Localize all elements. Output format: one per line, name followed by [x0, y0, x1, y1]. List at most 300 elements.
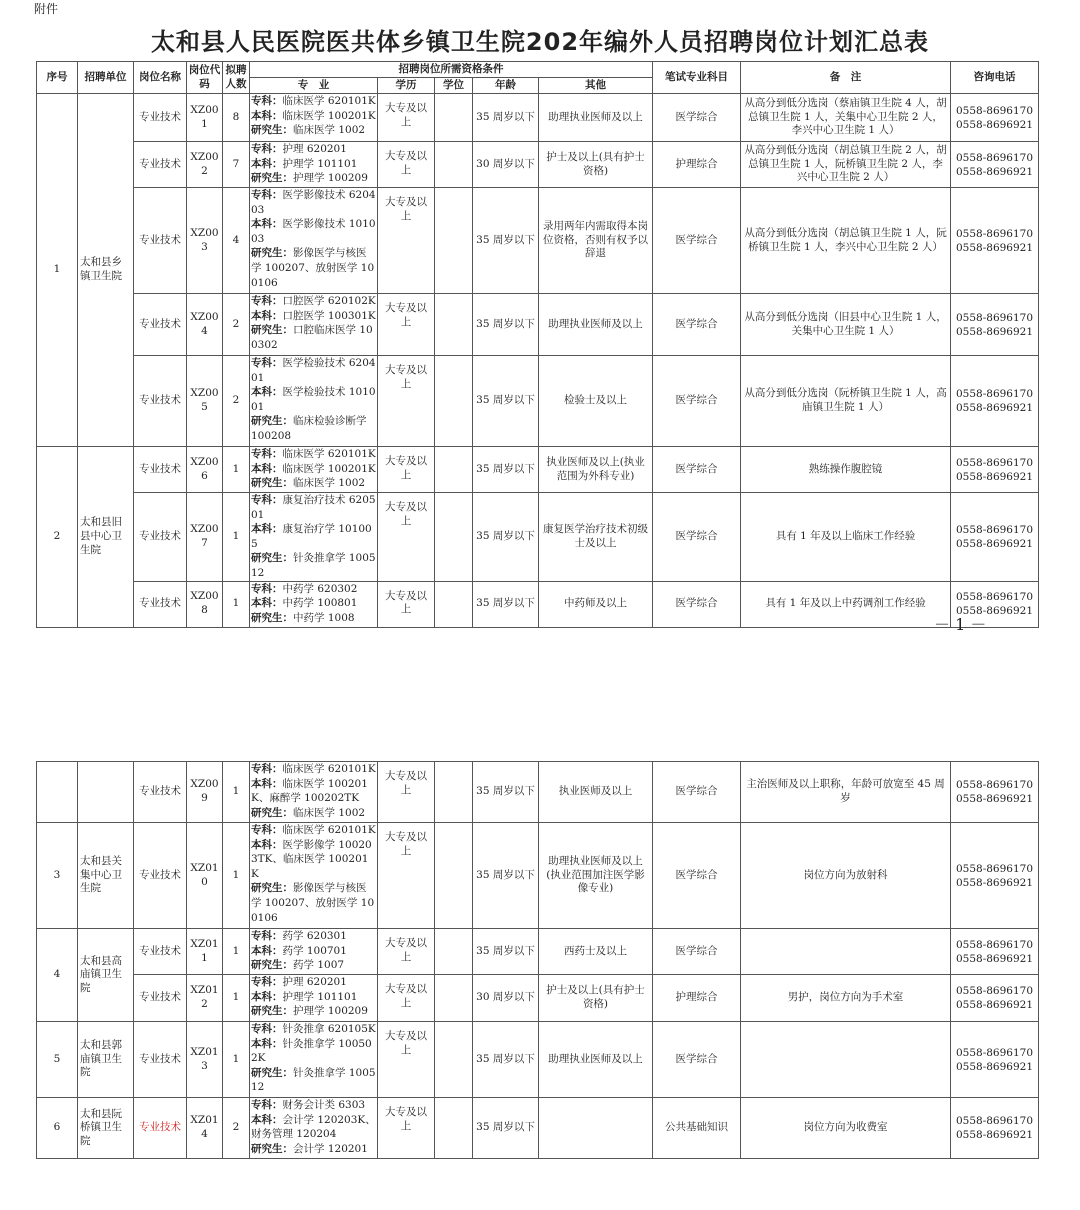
degree-cell: [435, 493, 473, 582]
remarks-cell: 岗位方向为放射科: [741, 823, 951, 929]
position-code-cell: XZ009: [187, 762, 223, 823]
phone-number: 0558-8696921: [956, 402, 1034, 414]
major-level-label: 研究生：: [251, 1005, 293, 1018]
major-value: 针灸推拿学 100512: [251, 1066, 376, 1094]
major-line: [251, 1004, 376, 1019]
header-position-code: 岗位代码: [187, 62, 223, 94]
phone-cell: [951, 294, 1039, 356]
planned-count-cell: 1: [223, 823, 250, 929]
major-cell: [250, 1098, 378, 1159]
major-value: 护理学 100209: [293, 1005, 368, 1018]
phone-number: 0558-8696921: [956, 325, 1034, 338]
major-level-label: 专科：: [251, 824, 283, 836]
position-code-cell: XZ011: [187, 929, 223, 975]
phone-cell: [951, 493, 1039, 582]
major-value: 针灸推拿 620105K: [282, 1023, 376, 1035]
major-level-label: 研究生：: [251, 806, 293, 819]
major-line: [251, 476, 376, 491]
major-value: 临床医学 620101K: [282, 448, 376, 460]
attachment-label: 附件: [34, 2, 59, 16]
recruitment-table-part2: [36, 761, 1039, 1159]
other-cell: 康复医学治疗技术初级士及以上: [539, 493, 653, 582]
major-value: 护理 620201: [282, 143, 347, 155]
major-line: [251, 123, 376, 138]
phone-cell: [951, 1022, 1039, 1098]
phone-number: 0558-8696921: [956, 165, 1034, 178]
exam-subject-cell: 医学综合: [653, 294, 741, 356]
major-cell: [250, 929, 378, 975]
education-cell: 大专及以上: [378, 493, 435, 582]
major-level-label: 专科：: [251, 143, 283, 155]
major-line: [251, 777, 376, 806]
major-cell: [250, 142, 378, 188]
seq-cell: 1: [37, 94, 78, 447]
education-cell: 大专及以上: [378, 929, 435, 975]
major-level-label: 研究生：: [251, 611, 293, 624]
age-cell: 35 周岁以下: [473, 356, 539, 447]
major-line: [251, 462, 376, 477]
major-value: 口腔医学 100301K: [282, 309, 376, 322]
phone-number: 0558-8696921: [956, 470, 1034, 483]
table-row: [37, 493, 1039, 582]
remarks-cell: 主治医师及以上职称，年龄可放宽至 45 周岁: [741, 762, 951, 823]
position-name-cell: 专业技术: [134, 493, 187, 582]
major-level-label: 专科：: [251, 95, 283, 107]
position-name-cell: 专业技术: [134, 356, 187, 447]
exam-subject-cell: 医学综合: [653, 929, 741, 975]
major-line: [251, 1142, 376, 1157]
table-row: [37, 447, 1039, 493]
remarks-cell: 从高分到低分选岗（旧县中心卫生院 1 人，关集中心卫生院 1 人）: [741, 294, 951, 356]
degree-cell: [435, 188, 473, 294]
major-line: [251, 142, 376, 157]
unit-cell: 太和县高庙镇卫生院: [78, 929, 134, 1022]
major-line: [251, 109, 376, 124]
major-level-label: 本科：: [251, 944, 283, 957]
major-cell: [250, 294, 378, 356]
major-value: 会计学 120203K、财务管理 120204: [251, 1113, 376, 1141]
education-cell: 大专及以上: [378, 94, 435, 142]
remarks-cell: 从高分到低分选岗（胡总镇卫生院 2 人，胡总镇卫生院 1 人，阮桥镇卫生院 2 人，李兴中心卫生院 2 人）: [741, 142, 951, 188]
position-code-cell: XZ014: [187, 1098, 223, 1159]
major-level-label: 研究生：: [251, 1066, 293, 1079]
other-cell: 检验士及以上: [539, 356, 653, 447]
planned-count-cell: 8: [223, 94, 250, 142]
major-line: [251, 323, 376, 352]
phone-cell: [951, 823, 1039, 929]
other-cell: 西药士及以上: [539, 929, 653, 975]
major-value: 医学影像技术 101003: [251, 218, 376, 245]
major-value: 护理学 100209: [293, 172, 368, 185]
other-cell: 助理执业医师及以上: [539, 294, 653, 356]
major-level-label: 研究生：: [251, 172, 293, 185]
major-level-label: 研究生：: [251, 247, 293, 260]
major-value: 药学 620301: [282, 930, 347, 942]
major-level-label: 本科：: [251, 109, 283, 122]
other-cell: 护士及以上(具有护士资格): [539, 142, 653, 188]
position-name-cell: 专业技术: [134, 94, 187, 142]
phone-cell: [951, 1098, 1039, 1159]
header-row-1: [37, 62, 1039, 78]
major-level-label: 研究生：: [251, 552, 293, 565]
position-code-cell: XZ005: [187, 356, 223, 447]
major-level-label: 本科：: [251, 523, 283, 536]
unit-cell: 太和县乡镇卫生院: [78, 94, 134, 447]
unit-cell: 太和县阮桥镇卫生院: [78, 1098, 134, 1159]
major-level-label: 本科：: [251, 386, 283, 399]
degree-cell: [435, 581, 473, 627]
table-row: [37, 142, 1039, 188]
major-line: [251, 1037, 376, 1066]
other-cell: 助理执业医师及以上: [539, 1022, 653, 1098]
major-value: 医学检验技术 620401: [251, 357, 376, 384]
planned-count-cell: 4: [223, 188, 250, 294]
position-name-cell: 专业技术: [134, 294, 187, 356]
exam-subject-cell: 医学综合: [653, 1022, 741, 1098]
remarks-cell: 岗位方向为收费室: [741, 1098, 951, 1159]
major-value: 药学 1007: [293, 959, 345, 972]
exam-subject-cell: 医学综合: [653, 762, 741, 823]
major-value: 口腔医学 620102K: [282, 295, 376, 307]
major-value: 临床医学 100201K: [282, 109, 376, 122]
phone-number: 0558-8696170: [956, 311, 1034, 324]
seq-cell: 2: [37, 447, 78, 628]
major-value: 针灸推拿学 100512: [251, 552, 376, 579]
exam-subject-cell: 医学综合: [653, 823, 741, 929]
degree-cell: [435, 94, 473, 142]
major-value: 临床医学 1002: [293, 806, 366, 819]
header-position-name: 岗位名称: [134, 62, 187, 94]
major-line: [251, 414, 376, 443]
education-cell: 大专及以上: [378, 975, 435, 1022]
phone-number: 0558-8696921: [955, 1129, 1034, 1141]
major-line: [251, 447, 376, 462]
position-name-cell: 专业技术: [134, 447, 187, 493]
major-line: [251, 596, 376, 611]
position-code-cell: XZ013: [187, 1022, 223, 1098]
major-value: 临床医学 1002: [293, 124, 366, 137]
phone-cell: [951, 447, 1039, 493]
major-level-label: 专科：: [251, 1099, 283, 1111]
major-level-label: 研究生：: [251, 324, 293, 337]
other-cell: 执业医师及以上: [539, 762, 653, 823]
position-code-cell: XZ008: [187, 581, 223, 627]
age-cell: 35 周岁以下: [473, 823, 539, 929]
unit-cell: 太和县关集中心卫生院: [78, 823, 134, 929]
exam-subject-cell: 护理综合: [653, 142, 741, 188]
phone-number: 0558-8696170: [955, 938, 1034, 951]
degree-cell: [435, 1098, 473, 1159]
phone-number: 0558-8696170: [956, 151, 1034, 164]
major-line: [251, 1098, 376, 1113]
major-line: [251, 1066, 376, 1095]
major-value: 口腔临床医学 100302: [251, 324, 373, 351]
exam-subject-cell: 医学综合: [653, 493, 741, 582]
major-line: [251, 1022, 376, 1037]
major-level-label: 本科：: [251, 1037, 283, 1050]
position-code-cell: XZ006: [187, 447, 223, 493]
seq-cell: 5: [37, 1022, 78, 1098]
header-exam-subject: 笔试专业科目: [653, 62, 741, 94]
planned-count-cell: 1: [223, 447, 250, 493]
major-level-label: 研究生：: [251, 124, 293, 137]
major-value: 医学影像学 100203TK、临床医学 100201K: [251, 838, 372, 880]
major-cell: [250, 823, 378, 929]
degree-cell: [435, 1022, 473, 1098]
phone-cell: [951, 356, 1039, 447]
age-cell: 35 周岁以下: [473, 762, 539, 823]
phone-cell: [951, 188, 1039, 294]
major-value: 康复治疗技术 620501: [251, 494, 376, 521]
planned-count-cell: 2: [223, 356, 250, 447]
major-line: [251, 582, 376, 597]
age-cell: 35 周岁以下: [473, 94, 539, 142]
seq-cell: 6: [37, 1098, 78, 1159]
major-value: 临床医学 1002: [293, 477, 366, 490]
major-value: 中药学 100801: [282, 597, 358, 610]
position-name-cell: 专业技术: [134, 975, 187, 1022]
major-level-label: 本科：: [251, 777, 283, 790]
table-row: [37, 188, 1039, 294]
remarks-cell: 从高分到低分选岗（胡总镇卫生院 1 人，阮桥镇卫生院 1 人，李兴中心卫生院 2 人）: [741, 188, 951, 294]
major-line: [251, 171, 376, 186]
major-value: 医学影像技术 620403: [251, 189, 376, 216]
major-level-label: 专科：: [251, 763, 283, 775]
age-cell: 35 周岁以下: [473, 581, 539, 627]
major-level-label: 本科：: [251, 309, 283, 322]
major-value: 医学检验技术 101001: [251, 386, 376, 413]
major-value: 针灸推拿学 100502K: [251, 1037, 372, 1065]
other-cell: 助理执业医师及以上(执业范围加注医学影像专业): [539, 823, 653, 929]
major-line: [251, 246, 376, 290]
major-cell: [250, 493, 378, 582]
table-row: [37, 356, 1039, 447]
age-cell: 35 周岁以下: [473, 447, 539, 493]
planned-count-cell: 1: [223, 929, 250, 975]
major-level-label: 本科：: [251, 838, 283, 851]
planned-count-cell: 1: [223, 1022, 250, 1098]
major-cell: [250, 447, 378, 493]
header-seq: 序号: [37, 62, 78, 94]
major-value: 护理学 101101: [282, 157, 358, 170]
position-code-cell: XZ004: [187, 294, 223, 356]
other-cell: 录用两年内需取得本岗位资格，否则有权予以辞退: [539, 188, 653, 294]
major-line: [251, 975, 376, 990]
education-cell: 大专及以上: [378, 762, 435, 823]
age-cell: 35 周岁以下: [473, 1022, 539, 1098]
phone-number: 0558-8696921: [955, 952, 1034, 965]
major-level-label: 研究生：: [251, 1142, 293, 1155]
seq-cell: 4: [37, 929, 78, 1022]
major-value: 影像医学与核医学 100207、放射医学 100106: [251, 247, 375, 289]
major-line: [251, 611, 376, 626]
major-level-label: 专科：: [251, 930, 283, 942]
degree-cell: [435, 823, 473, 929]
phone-number: 0558-8696921: [956, 118, 1034, 131]
major-value: 临床医学 620101K: [282, 824, 376, 836]
major-line: [251, 157, 376, 172]
major-cell: [250, 975, 378, 1022]
major-line: [251, 94, 376, 109]
table-row: [37, 1022, 1039, 1098]
major-level-label: 专科：: [251, 976, 283, 988]
major-level-label: 本科：: [251, 597, 283, 610]
degree-cell: [435, 762, 473, 823]
major-level-label: 研究生：: [251, 415, 293, 428]
planned-count-cell: 7: [223, 142, 250, 188]
major-line: [251, 1113, 376, 1142]
exam-subject-cell: 医学综合: [653, 94, 741, 142]
position-code-cell: XZ007: [187, 493, 223, 582]
major-value: 临床医学 100201K: [282, 462, 376, 475]
major-cell: [250, 94, 378, 142]
major-level-label: 专科：: [251, 189, 283, 201]
phone-number: 0558-8696921: [956, 537, 1034, 550]
phone-number: 0558-8696170: [955, 985, 1034, 997]
unit-cell: [78, 762, 134, 823]
phone-cell: [951, 94, 1039, 142]
planned-count-cell: 1: [223, 762, 250, 823]
education-cell: 大专及以上: [378, 1098, 435, 1159]
major-line: [251, 881, 376, 925]
header-major: 专 业: [250, 78, 378, 94]
major-value: 中药学 620302: [282, 582, 358, 595]
age-cell: 35 周岁以下: [473, 188, 539, 294]
degree-cell: [435, 929, 473, 975]
phone-number: 0558-8696921: [955, 876, 1034, 889]
phone-number: 0558-8696921: [955, 793, 1034, 805]
table-row: [37, 823, 1039, 929]
header-other: 其他: [539, 78, 653, 94]
remarks-cell: 男护，岗位方向为手术室: [741, 975, 951, 1022]
phone-number: 0558-8696170: [956, 388, 1034, 400]
age-cell: 35 周岁以下: [473, 493, 539, 582]
position-name-cell: 专业技术: [134, 1022, 187, 1098]
phone-number: 0558-8696170: [956, 227, 1034, 240]
exam-subject-cell: 医学综合: [653, 581, 741, 627]
phone-cell: [951, 975, 1039, 1022]
major-level-label: 专科：: [251, 448, 283, 460]
major-value: 临床医学 620101K: [282, 763, 376, 775]
position-code-cell: XZ003: [187, 188, 223, 294]
position-name-cell: 专业技术: [134, 142, 187, 188]
phone-number: 0558-8696170: [955, 779, 1034, 791]
page-number: － 1 －: [934, 615, 987, 634]
planned-count-cell: 1: [223, 493, 250, 582]
other-cell: [539, 1098, 653, 1159]
major-line: [251, 762, 376, 777]
exam-subject-cell: 护理综合: [653, 975, 741, 1022]
degree-cell: [435, 294, 473, 356]
position-name-cell: 专业技术: [134, 1098, 187, 1159]
planned-count-cell: 1: [223, 581, 250, 627]
position-name-cell: 专业技术: [134, 762, 187, 823]
major-line: [251, 217, 376, 246]
remarks-cell: 熟练操作腹腔镜: [741, 447, 951, 493]
exam-subject-cell: 医学综合: [653, 447, 741, 493]
major-line: [251, 356, 376, 385]
major-value: 药学 100701: [282, 944, 347, 957]
unit-cell: 太和县郭庙镇卫生院: [78, 1022, 134, 1098]
major-cell: [250, 1022, 378, 1098]
table-row: [37, 975, 1039, 1022]
position-code-cell: XZ010: [187, 823, 223, 929]
major-value: 临床医学 620101K: [282, 95, 376, 107]
major-value: 财务会计类 6303: [282, 1099, 366, 1111]
age-cell: 30 周岁以下: [473, 142, 539, 188]
education-cell: 大专及以上: [378, 188, 435, 294]
header-education: 学历: [378, 78, 435, 94]
phone-number: 0558-8696921: [956, 241, 1034, 254]
position-code-cell: XZ002: [187, 142, 223, 188]
major-level-label: 本科：: [251, 218, 283, 231]
major-line: [251, 929, 376, 944]
planned-count-cell: 2: [223, 1098, 250, 1159]
major-line: [251, 309, 376, 324]
position-code-cell: XZ012: [187, 975, 223, 1022]
major-line: [251, 493, 376, 522]
major-line: [251, 806, 376, 821]
header-phone: 咨询电话: [951, 62, 1039, 94]
major-line: [251, 188, 376, 217]
major-line: [251, 385, 376, 414]
age-cell: 35 周岁以下: [473, 294, 539, 356]
education-cell: 大专及以上: [378, 447, 435, 493]
major-value: 影像医学与核医学 100207、放射医学 100106: [251, 882, 375, 924]
major-value: 会计学 120201: [293, 1142, 368, 1155]
major-level-label: 专科：: [251, 582, 283, 595]
degree-cell: [435, 356, 473, 447]
planned-count-cell: 1: [223, 975, 250, 1022]
major-cell: [250, 581, 378, 627]
page-title: 太和县人民医院医共体乡镇卫生院202年编外人员招聘岗位计划汇总表: [150, 28, 930, 56]
exam-subject-cell: 医学综合: [653, 356, 741, 447]
major-value: 临床检验诊断学 100208: [251, 415, 367, 442]
major-line: [251, 944, 376, 959]
education-cell: 大专及以上: [378, 581, 435, 627]
position-code-cell: XZ001: [187, 94, 223, 142]
major-value: 护理 620201: [282, 976, 347, 988]
phone-cell: [951, 762, 1039, 823]
phone-cell: [951, 929, 1039, 975]
major-value: 护理学 101101: [282, 990, 358, 1003]
education-cell: 大专及以上: [378, 823, 435, 929]
phone-number: 0558-8696921: [955, 1060, 1034, 1073]
seq-cell: 3: [37, 823, 78, 929]
education-cell: 大专及以上: [378, 356, 435, 447]
table-row: [37, 762, 1039, 823]
major-cell: [250, 762, 378, 823]
header-qualifications: 招聘岗位所需资格条件: [250, 62, 653, 78]
major-level-label: 本科：: [251, 462, 283, 475]
phone-number: 0558-8696170: [956, 104, 1034, 117]
major-line: [251, 551, 376, 580]
major-level-label: 本科：: [251, 990, 283, 1003]
major-value: 中药学 1008: [293, 611, 355, 624]
seq-cell: [37, 762, 78, 823]
age-cell: 35 周岁以下: [473, 929, 539, 975]
age-cell: 35 周岁以下: [473, 1098, 539, 1159]
exam-subject-cell: 医学综合: [653, 188, 741, 294]
remarks-cell: 具有 1 年及以上临床工作经验: [741, 493, 951, 582]
major-value: 临床医学 100201K、麻醉学 100202TK: [251, 777, 368, 805]
phone-number: 0558-8696921: [956, 605, 1034, 618]
table-row: [37, 294, 1039, 356]
table-row: [37, 929, 1039, 975]
table-row: [37, 1098, 1039, 1159]
header-unit: 招聘单位: [78, 62, 134, 94]
major-line: [251, 522, 376, 551]
